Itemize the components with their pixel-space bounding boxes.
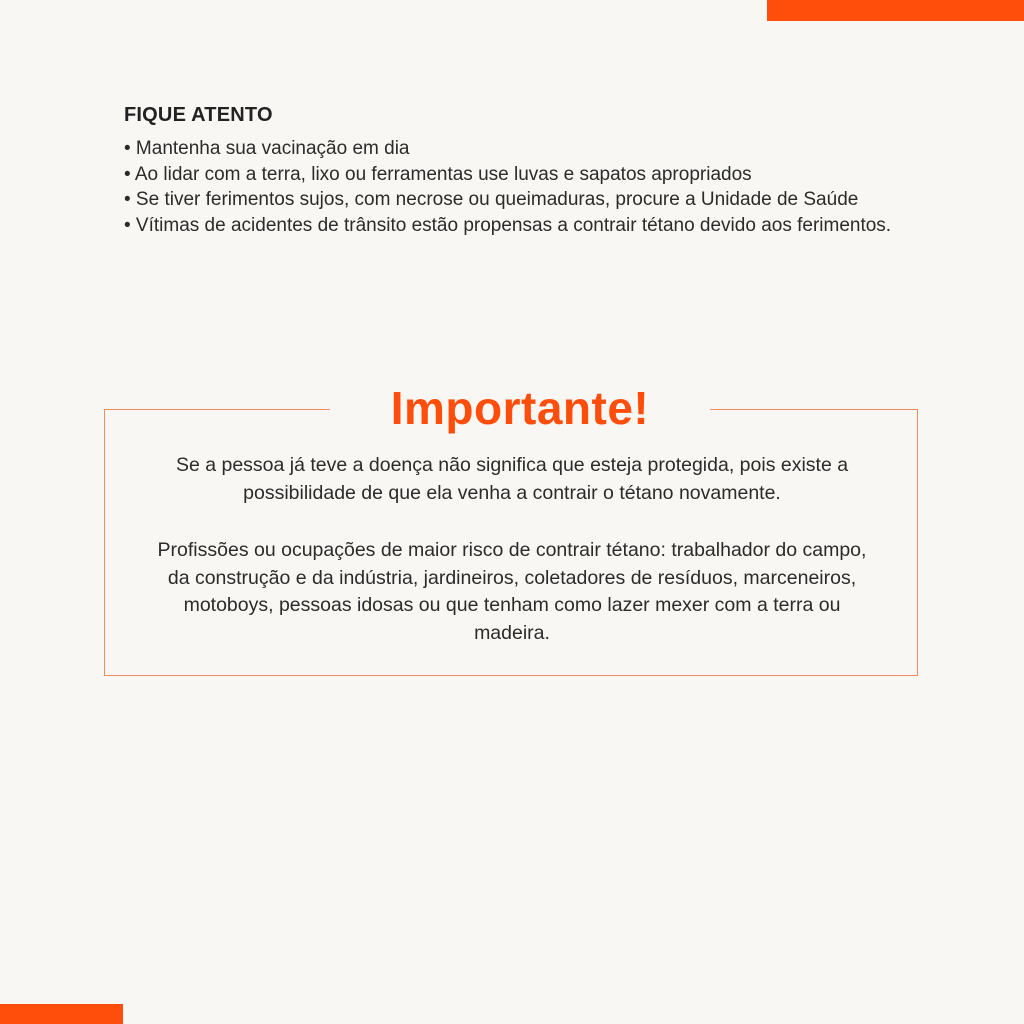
tips-section	[124, 102, 904, 238]
tips-heading: FIQUE ATENTO	[124, 104, 273, 126]
bottom-left-accent-bar	[0, 1004, 123, 1024]
tip-item-vaccination: • Mantenha sua vacinação em dia	[124, 138, 410, 159]
important-paragraph-immunity: Se a pessoa já teve a doença não significa que esteja protegida, pois existe a possibilidade de que ela venha a contrair o tétano novamente.	[175, 454, 849, 504]
important-title: Importante!	[330, 376, 710, 440]
top-right-accent-bar	[767, 0, 1024, 21]
tips-list	[124, 136, 904, 238]
tip-item-traffic-accidents: • Vítimas de acidentes de trânsito estão propensas a contrair tétano devido aos ferimentos.	[124, 214, 892, 236]
tip-item-wounds: • Se tiver ferimentos sujos, com necrose ou queimaduras, procure a Unidade de Saúde	[124, 189, 859, 210]
tip-item-gloves-shoes: • Ao lidar com a terra, lixo ou ferramentas use luvas e sapatos apropriados	[124, 163, 752, 185]
important-paragraph-risk-professions: Profissões ou ocupações de maior risco de contrair tétano: trabalhador do campo, da construção e da indústria, jardineiros, coletadores de resíduos, marceneiros, motoboys, pessoas idosas ou que tenham como lazer mexer com a terra ou madeira.	[157, 539, 867, 644]
